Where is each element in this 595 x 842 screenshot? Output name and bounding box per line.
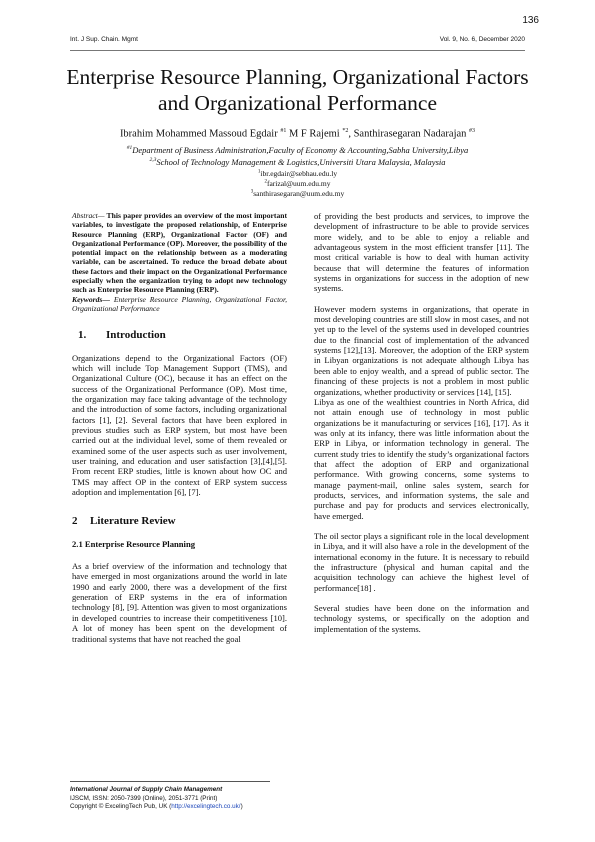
body-paragraph: However modern systems in organizations, that operate in most developing countries are still slow in most cases, and not yet up to the level of the systems used in developed countries due to the financial cost of implementation of the advanced systems [12],[13]. Moreover, the adoption of the ERP system in Libyan organizations is not adequate although Libya has been able to enjoy wealth, and a spread of public sector. The financing of these projects is not a problem in most public organizations, whether productivity or services [14], [15]. (314, 303, 529, 397)
left-column (72, 211, 287, 644)
email-sup: 3 (250, 189, 254, 195)
section-2-heading (72, 516, 287, 526)
footer-copyright: Copyright © ExcelingTech Pub, UK (http://excelingtech.co.uk/) (70, 803, 243, 810)
section-title: Introduction (106, 329, 166, 342)
abstract-text: This paper provides an overview of the most important variables, to investigate the proposed relationship, of Enterprise Resource Planning (ERP), Organizational Factor (OF) and Organizational Performance (OP). Moreover, the possibility of the potential impact on the relationship between as a moderating variable, can be ascertained. To reduce the broad debate about these factors and their impact on the Organizational Performance especially when the organization trying to adopt new technology such as Enterprise Resource Planning (ERP). (72, 211, 287, 295)
subsection-2-1-heading: 2.1 Enterprise Resource Planning (72, 538, 196, 549)
author-sup: #1 (280, 128, 287, 134)
author-list: Ibrahim Mohammed Massoud Egdair $^{\#1}$ M F Rajemi $^{*2}$, Santhirasegaran Nadarajan $^{\#3}$ (119, 128, 476, 140)
email-1 (60, 169, 535, 178)
body-paragraph: Several studies have been done on the information and technology systems, or specifically on the adoption and implementation of the systems. (314, 603, 529, 634)
right-column (314, 211, 529, 634)
body-paragraph: Libya as one of the wealthiest countries in North Africa, did not attain enough use of technology in most public organizations be it manufacturing or services [16], [17]. As it was only at its infancy, there was little information about the ERP in Libya, or information technology in general. The current study tries to identify the study’s organizational factors that affect the adoption of ERP and organizational performance. With growing concerns, some systems to manage payment-mail, online sales system, search for products, services, and information systems, the sale and purchase and pay for products and services electronically, have emerged. (314, 396, 529, 521)
keywords-text: Enterprise Resource Planning, Organizational Factor, Organizational Performance (72, 294, 287, 313)
keywords (72, 295, 287, 314)
email-sup: 2 (264, 179, 267, 185)
section-number: 2 (72, 515, 78, 528)
journal-short-name: Int. J Sup. Chain. Mgmt (70, 36, 138, 43)
running-header (70, 36, 525, 51)
body-paragraph: The oil sector plays a significant role in the local development in Libya, and it will also have a role in the development of the international economy in the future. It is necessary to rebuild the infrastructure (physical and human capital and the acquisition technology can achieve the highest level of performance[18] . (314, 530, 529, 593)
author-sup: #3 (469, 128, 476, 134)
email-address: farizal@uum.edu.my (266, 179, 331, 188)
email-address: santhirasegaran@uum.edu.my (253, 189, 345, 198)
author-name: Ibrahim Mohammed Massoud Egdair (119, 128, 278, 140)
affiliation-sup: #1 (126, 145, 133, 152)
publisher-link[interactable]: http://excelingtech.co.uk/ (171, 803, 241, 810)
email-sup: 1 (257, 169, 261, 175)
section-title: Literature Review (90, 515, 176, 528)
keywords-label: Keywords— (72, 294, 110, 304)
author-name: Santhirasegaran Nadarajan (353, 128, 467, 140)
paper-title: Enterprise Resource Planning, Organizational Factors and Organizational Performance (66, 65, 529, 115)
affiliation-text: School of Technology Management & Logistics,Universiti Utara Malaysia, Malaysia (156, 157, 446, 167)
erp-paragraph: As a brief overview of the information and technology that have emerged in most organizations around the world in late 1990 and early 2000, there was a development of the first generation of ERP systems in the era of information technology [8], [9]. Attention was given to most organizations in developed countries to increase their competitiveness [10]. A lot of money has been spent on the development of traditional systems that have not reached the goal (72, 561, 287, 644)
affiliation-2 (60, 157, 535, 167)
footer-journal-name: International Journal of Supply Chain Management (70, 786, 223, 793)
intro-paragraph: Organizations depend to the Organizational Factors (OF) which will include Top Management Support (TMS), and Organizational Culture (OC), because it has an effect on the success of the Organizational Performance (OP). Most time, the organization may face taking advantage of the technology and the introduction of some factors, including organizational factors [1], [2]. Several factors that have been explored in previous studies such as ERP system, but most have been carried out at the individual level, some of them revealed or examined some of the user aspects such as user involvement, user training, and education and user satisfaction [3],[4],[5]. From recent ERP studies, little is known about how OC and TMS may affect OP in the context of ERP system success adoption and implementation [6], [7]. (72, 352, 287, 498)
author-name: M F Rajemi (288, 128, 340, 140)
abstract-label: Abstract— (72, 211, 105, 220)
affiliation-sup: 2,3 (149, 157, 157, 164)
email-address: ibr.egdair@sebhau.edu.ly (260, 169, 338, 178)
email-2 (60, 179, 535, 188)
journal-footer (70, 781, 270, 812)
abstract (72, 211, 287, 295)
affiliation-text: Department of Business Administration,Faculty of Economy & Accounting,Sabha University,Libya (132, 145, 469, 155)
volume-info: Vol. 9, No. 6, December 2020 (439, 36, 525, 43)
section-number: 1. (78, 329, 87, 342)
body-paragraph: of providing the best products and services, to improve the development of infrastructure to be able to provide services more widely, and to be able to enjoy a reliable and advantageous system in the most efficient transfer [11]. The most critical variable is how to deal with human activity because that will determine the features of information systems in organizations for success in the adoption of new systems. (314, 211, 529, 294)
section-1-heading (72, 330, 287, 340)
affiliation-1 (60, 145, 535, 155)
page-number: 136 (522, 15, 539, 26)
author-sup: *2 (342, 128, 349, 134)
email-3 (60, 189, 535, 198)
footer-issn: IJSCM, ISSN: 2050-7399 (Online), 2051-3771 (Print) (70, 794, 218, 802)
